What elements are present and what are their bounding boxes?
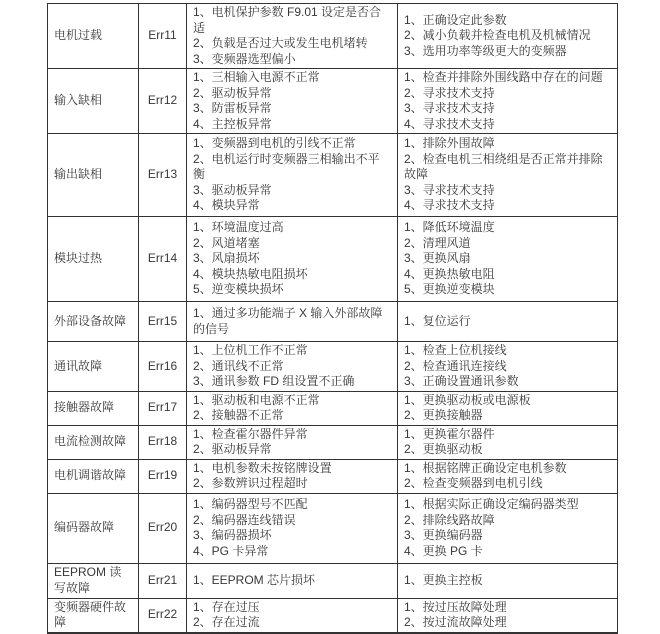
error-code-cell: Err20 [139,493,187,563]
causes-cell [187,342,398,392]
table-row [48,391,618,425]
error-code-cell: Err12 [139,69,187,134]
table-row [48,563,618,598]
causes-cell [187,391,398,425]
fault-name-cell: 外部设备故障 [48,302,139,342]
solution-item: 3、选用功率等级更大的变频器 [404,43,567,58]
cause-item: 2、接触器不正常 [193,408,284,422]
solution-item: 1、排除外围故障 [404,136,495,151]
cause-item: 3、变频器选型偏小 [193,51,296,66]
cause-item: 3、驱动板异常 [193,182,272,197]
table-row [48,69,618,134]
causes-cell [187,459,398,493]
table-row [48,134,618,217]
solutions-cell [398,4,618,69]
solution-item: 3、寻求技术支持 [404,182,495,197]
solution-item: 1、更换驱动板或电源板 [404,392,531,407]
solutions-cell [398,391,618,425]
solution-item: 1、根据实际正确设定编码器类型 [404,497,579,511]
cause-item: 1、电机参数未按铭牌设置 [193,460,332,475]
solution-item: 3、正确设置通讯参数 [404,374,519,388]
solution-item: 3、更换风扇 [404,251,471,266]
cause-item: 2、参数辨识过程超时 [193,476,308,490]
table-row [48,598,618,633]
solutions-cell [398,425,618,459]
error-code-cell: Err22 [139,598,187,633]
causes-cell [187,425,398,459]
solutions-cell [398,217,618,302]
solution-item: 1、按过压故障处理 [404,599,507,614]
document-page [0,3,660,629]
error-code-cell: Err11 [139,4,187,69]
solution-item: 1、复位运行 [404,313,471,328]
cause-item: 3、防雷板异常 [193,101,272,115]
fault-name-cell: 电流检测故障 [48,425,139,459]
cause-item: 4、模块热敏电阻损坏 [193,266,308,281]
cause-item: 2、存在过流 [193,615,260,629]
table-row [48,459,618,493]
cause-item: 5、逆变模块损坏 [193,282,284,297]
cause-item: 2、负载是否过大或发生电机堵转 [193,36,368,50]
fault-name-cell: 编码器故障 [48,493,139,563]
solutions-cell [398,493,618,563]
table-row [48,493,618,563]
cause-item: 3、风扇损坏 [193,251,260,266]
solution-item: 2、检查通讯连接线 [404,358,507,373]
solution-item: 4、更换 PG 卡 [404,543,483,558]
causes-cell [187,302,398,342]
solution-item: 5、更换逆变模块 [404,282,495,297]
table-row [48,217,618,302]
fault-name-cell: 输入缺相 [48,69,139,134]
error-code-cell: Err21 [139,563,187,598]
cause-item: 1、驱动板和电源不正常 [193,392,320,407]
table-row [48,425,618,459]
causes-cell [187,598,398,633]
cause-item: 4、模块异常 [193,198,260,213]
fault-name-cell: 变频器硬件故障 [48,598,139,633]
cause-item: 1、环境温度过高 [193,220,284,235]
fault-name-cell: 电机调谐故障 [48,459,139,493]
fault-name-cell: 电机过载 [48,4,139,69]
cause-item: 1、变频器到电机的引线不正常 [193,136,356,151]
causes-cell [187,493,398,563]
cause-item: 1、电机保护参数 F9.01 设定是否合适 [193,5,382,35]
cause-item: 2、电机运行时变频器三相输出不平衡 [193,151,380,182]
solution-item: 1、更换主控板 [404,572,483,587]
error-code-cell: Err19 [139,459,187,493]
cause-item: 4、主控板异常 [193,116,272,131]
cause-item: 1、检查霍尔器件异常 [193,426,308,441]
cause-item: 2、编码器连线错误 [193,512,296,527]
causes-cell [187,69,398,134]
cause-item: 1、三相输入电源不正常 [193,70,320,84]
cause-item: 3、通讯参数 FD 组设置不正确 [193,374,355,388]
cause-item: 4、PG 卡异常 [193,543,269,558]
solutions-cell [398,69,618,134]
solution-item: 4、更换热敏电阻 [404,266,495,281]
causes-cell [187,4,398,69]
fault-name-cell: 接触器故障 [48,391,139,425]
cause-item: 1、存在过压 [193,599,260,614]
solutions-cell [398,459,618,493]
solution-item: 1、降低环境温度 [404,220,495,235]
solutions-cell [398,563,618,598]
cause-item: 1、通过多功能端子 X 输入外部故障的信号 [193,306,383,336]
cause-item: 3、编码器损坏 [193,528,272,542]
solution-item: 1、更换霍尔器件 [404,426,495,441]
solutions-cell [398,134,618,217]
solution-item: 1、检查并排除外围线路中存在的问题 [404,70,603,84]
table-row [48,302,618,342]
fault-name-cell: EEPROM 读写故障 [48,563,139,598]
cause-item: 2、驱动板异常 [193,442,272,456]
table-row [48,342,618,392]
cause-item: 2、风道堵塞 [193,235,260,250]
solution-item: 4、寻求技术支持 [404,198,495,213]
solution-item: 1、根据铭牌正确设定电机参数 [404,460,567,475]
solution-item: 3、寻求技术支持 [404,101,495,115]
solution-item: 2、清理风道 [404,235,471,250]
cause-item: 1、EEPROM 芯片损坏 [193,572,316,587]
causes-cell [187,134,398,217]
cause-item: 1、上位机工作不正常 [193,343,308,357]
solution-item: 3、更换编码器 [404,528,483,542]
solution-item: 2、排除线路故障 [404,512,495,527]
error-code-cell: Err13 [139,134,187,217]
solution-item: 2、更换接触器 [404,408,483,422]
cause-item: 2、通讯线不正常 [193,358,284,373]
table-row [48,4,618,69]
error-code-cell: Err15 [139,302,187,342]
fault-code-table [47,3,618,634]
solution-item: 4、寻求技术支持 [404,116,495,131]
cause-item: 1、编码器型号不匹配 [193,497,308,511]
error-code-cell: Err17 [139,391,187,425]
solutions-cell [398,342,618,392]
error-code-cell: Err14 [139,217,187,302]
solution-item: 2、按过流故障处理 [404,615,507,629]
error-code-cell: Err16 [139,342,187,392]
causes-cell [187,217,398,302]
fault-name-cell: 输出缺相 [48,134,139,217]
cause-item: 2、驱动板异常 [193,85,272,100]
solutions-cell [398,598,618,633]
solution-item: 2、减小负载并检查电机及机械情况 [404,28,591,43]
solutions-cell [398,302,618,342]
fault-name-cell: 模块过热 [48,217,139,302]
fault-table-body [48,4,618,633]
solution-item: 2、寻求技术支持 [404,85,495,100]
solution-item: 2、更换驱动板 [404,442,483,456]
causes-cell [187,563,398,598]
error-code-cell: Err18 [139,425,187,459]
fault-name-cell: 通讯故障 [48,342,139,392]
solution-item: 2、检查电机三相绕组是否正常并排除故障 [404,151,603,182]
solution-item: 1、正确设定此参数 [404,12,507,27]
solution-item: 2、检查变频器到电机引线 [404,476,543,490]
solution-item: 1、检查上位机接线 [404,343,507,357]
